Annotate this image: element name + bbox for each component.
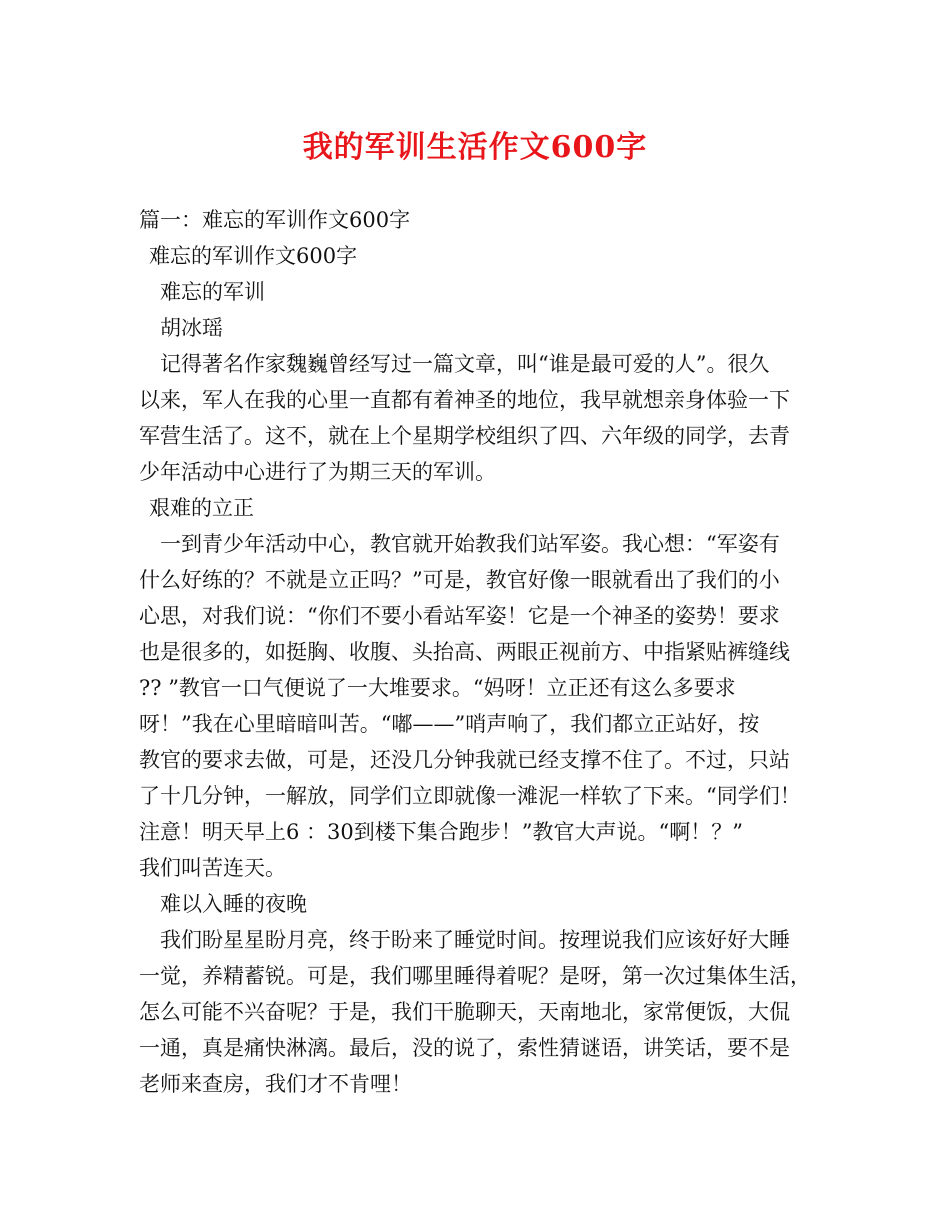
text-line: 我们叫苦连天。 xyxy=(139,856,286,880)
text-line: ?? ”教官一口气便说了一大堆要求。“妈呀！立正还有这么多要求 xyxy=(139,676,736,700)
text-line: 了十几分钟，一解放，同学们立即就像一滩泥一样软了下来。“同学们！ xyxy=(139,784,801,808)
text-line: 老师来查房，我们才不肯哩！ xyxy=(139,1072,412,1096)
text-line: 一到青少年活动中心，教官就开始教我们站军姿。我心想：“军姿有 xyxy=(160,532,780,556)
text-line: 也是很多的，如挺胸、收腹、头抬高、两眼正视前方、中指紧贴裤缝线 xyxy=(139,640,790,664)
text-line: 以来，军人在我的心里一直都有着神圣的地位，我早就想亲身体验一下 xyxy=(139,388,790,412)
text-line: 注意！明天早上6 ：30到楼下集合跑步！”教官大声说。“啊！？” xyxy=(139,820,743,844)
text-line: 记得著名作家魏巍曾经写过一篇文章，叫“谁是最可爱的人”。很久 xyxy=(160,352,770,376)
text-line: 军营生活了。这不，就在上个星期学校组织了四、六年级的同学，去青 xyxy=(139,424,790,448)
text-line: 教官的要求去做，可是，还没几分钟我就已经支撑不住了。不过，只站 xyxy=(139,748,790,772)
text-line: 一觉，养精蓄锐。可是，我们哪里睡得着呢？是呀，第一次过集体生活， xyxy=(139,964,811,988)
text-line: 难忘的军训作文600字 xyxy=(149,244,358,268)
text-line: 一通，真是痛快淋漓。最后，没的说了，索性猜谜语，讲笑话，要不是 xyxy=(139,1036,790,1060)
document-body xyxy=(139,202,819,1102)
text-line: 胡冰瑶 xyxy=(160,316,223,340)
text-line: 艰难的立正 xyxy=(149,496,254,520)
text-line: 难忘的军训 xyxy=(160,280,265,304)
text-line: 呀！”我在心里暗暗叫苦。“嘟——”哨声响了，我们都立正站好，按 xyxy=(139,712,760,736)
text-line: 我们盼星星盼月亮，终于盼来了睡觉时间。按理说我们应该好好大睡 xyxy=(160,928,790,952)
text-line: 什么好练的？不就是立正吗？”可是，教官好像一眼就看出了我们的小 xyxy=(139,568,780,592)
text-line: 难以入睡的夜晚 xyxy=(160,892,307,916)
text-line: 怎么可能不兴奋呢？于是，我们干脆聊天，天南地北，家常便饭，大侃 xyxy=(139,1000,790,1024)
text-line: 心思，对我们说：“你们不要小看站军姿！它是一个神圣的姿势！要求 xyxy=(139,604,780,628)
text-line: 篇一：难忘的军训作文600字 xyxy=(139,208,411,232)
text-line: 少年活动中心进行了为期三天的军训。 xyxy=(139,460,496,484)
document-title: 我的军训生活作文600字 xyxy=(302,130,648,165)
